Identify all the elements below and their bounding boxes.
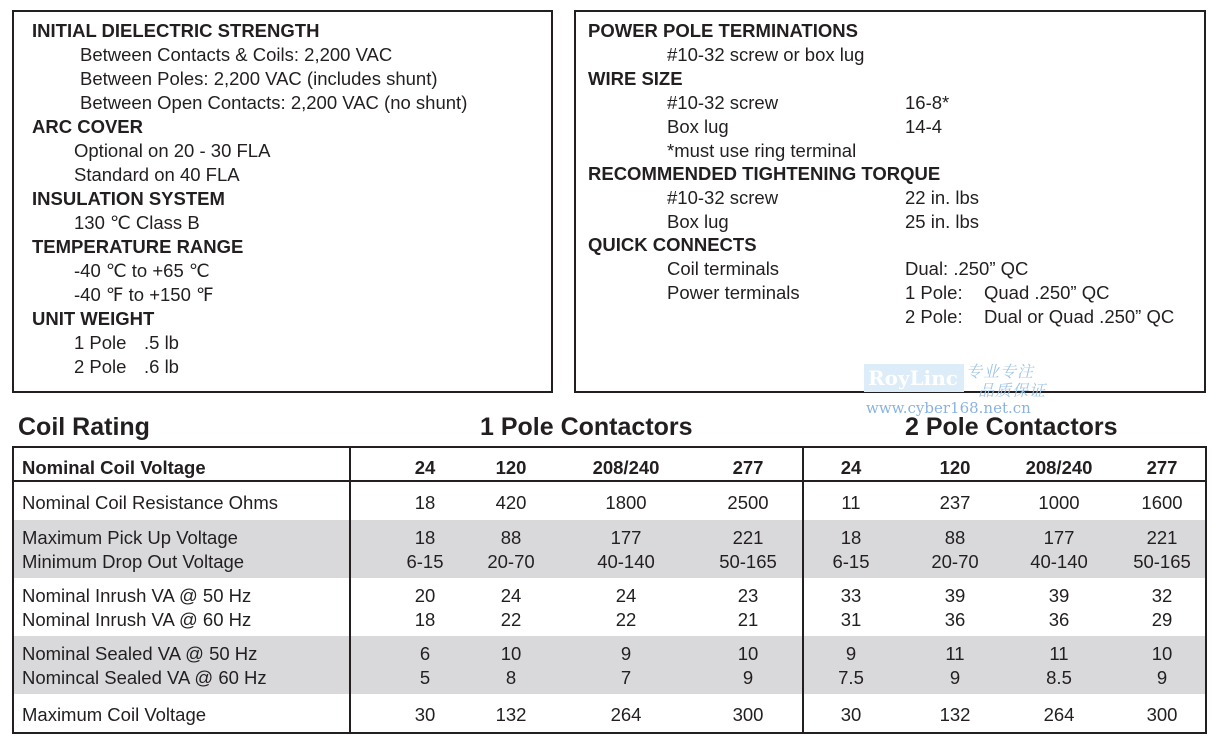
watermark-url: www.cyber168.net.cn [866, 399, 1031, 417]
arc-cover-heading: ARC COVER [32, 116, 144, 137]
table-cell: 39 [1048, 585, 1070, 606]
row-label: Nominal Coil Resistance Ohms [22, 492, 279, 513]
insulation-line: 130 ℃ Class B [74, 212, 200, 233]
row-label: Nominal Inrush VA @ 60 Hz [22, 609, 252, 630]
table-cell: 2500 [727, 492, 769, 513]
unit-weight-value: .6 lb [144, 356, 179, 377]
torque-label: Box lug [667, 211, 729, 232]
watermark-name: RoyLinc [868, 366, 958, 390]
row-label: Maximum Pick Up Voltage [22, 527, 238, 548]
voltage-header: 208/240 [592, 457, 660, 478]
table-cell: 33 [840, 585, 862, 606]
table-cell: 1800 [605, 492, 647, 513]
torque-label: #10-32 screw [667, 187, 779, 208]
table-cell: 8 [505, 667, 517, 688]
table-cell: 420 [495, 492, 527, 513]
table-cell: 1000 [1038, 492, 1080, 513]
two-pole-title: 2 Pole Contactors [905, 413, 1118, 441]
voltage-header: 24 [840, 457, 862, 478]
power-terminals-pole: 2 Pole: [905, 306, 963, 327]
voltage-header: 208/240 [1025, 457, 1093, 478]
table-cell: 9 [742, 667, 754, 688]
table-cell: 11 [841, 492, 861, 513]
dielectric-line: Between Contacts & Coils: 2,200 VAC [80, 44, 393, 65]
watermark-cn-line2: 品质保证 [978, 381, 1047, 400]
voltage-header: 277 [1146, 457, 1178, 478]
table-cell: 29 [1151, 609, 1173, 630]
table-cell: 8.5 [1046, 667, 1072, 688]
table-cell: 5 [419, 667, 431, 688]
wire-size-value: 14-4 [905, 116, 943, 137]
table-cell: 9 [1156, 667, 1168, 688]
table-cell: 20-70 [931, 551, 979, 572]
table-cell: 30 [840, 704, 862, 725]
table-cell: 300 [732, 704, 764, 725]
table-cell: 6 [419, 643, 431, 664]
table-cell: 9 [949, 667, 961, 688]
coil-terminals-label: Coil terminals [667, 258, 780, 279]
power-terminals-value: Quad .250” QC [984, 282, 1110, 303]
unit-weight-label: 2 Pole [74, 356, 127, 377]
table-cell: 18 [414, 609, 436, 630]
dielectric-line: Between Open Contacts: 2,200 VAC (no shunt) [80, 92, 468, 113]
specs-right-box [574, 10, 1206, 393]
power-terminals-label: Power terminals [667, 282, 800, 303]
table-cell: 88 [944, 527, 966, 548]
wire-size-label: #10-32 screw [667, 92, 779, 113]
table-cell: 7 [620, 667, 632, 688]
table-cell: 300 [1146, 704, 1178, 725]
table-cell: 24 [500, 585, 522, 606]
table-cell: 50-165 [1133, 551, 1191, 572]
dielectric-line: Between Poles: 2,200 VAC (includes shunt) [80, 68, 438, 89]
table-cell: 237 [939, 492, 971, 513]
wire-size-value: 16-8* [905, 92, 950, 113]
table-cell: 24 [615, 585, 637, 606]
table-cell: 40-140 [1030, 551, 1088, 572]
table-cell: 6-15 [406, 551, 444, 572]
table-cell: 50-165 [719, 551, 777, 572]
table-cell: 264 [610, 704, 642, 725]
dielectric-heading: INITIAL DIELECTRIC STRENGTH [32, 20, 320, 41]
voltage-header: 120 [939, 457, 971, 478]
row-label: Maximum Coil Voltage [22, 704, 207, 725]
wire-size-note: *must use ring terminal [667, 140, 857, 161]
table-cell: 40-140 [597, 551, 655, 572]
table-cell: 31 [840, 609, 862, 630]
torque-value: 22 in. lbs [905, 187, 980, 208]
table-cell: 10 [737, 643, 759, 664]
wire-size-heading: WIRE SIZE [588, 68, 683, 89]
quick-connects-heading: QUICK CONNECTS [588, 234, 757, 255]
table-cell: 6-15 [832, 551, 870, 572]
arc-cover-line: Optional on 20 - 30 FLA [74, 140, 271, 161]
header-divider [14, 480, 1205, 482]
voltage-header: 24 [414, 457, 436, 478]
table-cell: 22 [615, 609, 637, 630]
torque-value: 25 in. lbs [905, 211, 980, 232]
table-cell: 36 [944, 609, 966, 630]
table-cell: 88 [500, 527, 522, 548]
coil-rating-table [12, 446, 1207, 734]
table-cell: 10 [500, 643, 522, 664]
row-label: Nominal Sealed VA @ 50 Hz [22, 643, 258, 664]
wire-size-label: Box lug [667, 116, 729, 137]
header-label: Nominal Coil Voltage [22, 457, 206, 478]
table-cell: 18 [414, 492, 436, 513]
table-cell: 264 [1043, 704, 1075, 725]
table-cell: 20-70 [487, 551, 535, 572]
table-cell: 177 [1043, 527, 1075, 548]
insulation-heading: INSULATION SYSTEM [32, 188, 225, 209]
voltage-header: 277 [732, 457, 764, 478]
table-cell: 30 [414, 704, 436, 725]
table-cell: 221 [732, 527, 764, 548]
table-cell: 20 [414, 585, 436, 606]
temperature-heading: TEMPERATURE RANGE [32, 236, 244, 257]
power-terminals-pole: 1 Pole: [905, 282, 963, 303]
table-cell: 22 [500, 609, 522, 630]
table-cell: 36 [1048, 609, 1070, 630]
torque-heading: RECOMMENDED TIGHTENING TORQUE [588, 163, 941, 184]
coil-rating-title: Coil Rating [18, 413, 150, 441]
table-cell: 18 [840, 527, 862, 548]
coil-terminals-value: Dual: .250” QC [905, 258, 1029, 279]
power-pole-heading: POWER POLE TERMINATIONS [588, 20, 858, 41]
power-pole-line: #10-32 screw or box lug [667, 44, 865, 65]
row-label: Minimum Drop Out Voltage [22, 551, 245, 572]
label-divider [349, 448, 351, 732]
table-cell: 132 [939, 704, 971, 725]
unit-weight-heading: UNIT WEIGHT [32, 308, 155, 329]
arc-cover-line: Standard on 40 FLA [74, 164, 240, 185]
unit-weight-value: .5 lb [144, 332, 179, 353]
table-cell: 18 [414, 527, 436, 548]
table-cell: 10 [1151, 643, 1173, 664]
table-cell: 11 [945, 643, 965, 664]
table-cell: 11 [1049, 643, 1069, 664]
table-cell: 1600 [1141, 492, 1183, 513]
row-label: Nomincal Sealed VA @ 60 Hz [22, 667, 267, 688]
voltage-header: 120 [495, 457, 527, 478]
watermark-cn-line1: 专业专注 [966, 362, 1035, 381]
table-cell: 23 [737, 585, 759, 606]
table-cell: 177 [610, 527, 642, 548]
table-cell: 21 [737, 609, 759, 630]
table-cell: 7.5 [838, 667, 864, 688]
power-terminals-value: Dual or Quad .250” QC [984, 306, 1175, 327]
table-cell: 9 [845, 643, 857, 664]
specs-left-box [12, 10, 553, 393]
temperature-line: -40 ℃ to +65 ℃ [74, 260, 210, 281]
table-cell: 9 [620, 643, 632, 664]
unit-weight-label: 1 Pole [74, 332, 127, 353]
table-cell: 132 [495, 704, 527, 725]
table-cell: 32 [1151, 585, 1173, 606]
table-cell: 221 [1146, 527, 1178, 548]
table-cell: 39 [944, 585, 966, 606]
temperature-line: -40 ℉ to +150 ℉ [74, 284, 214, 305]
row-label: Nominal Inrush VA @ 50 Hz [22, 585, 252, 606]
one-pole-title: 1 Pole Contactors [480, 413, 693, 441]
